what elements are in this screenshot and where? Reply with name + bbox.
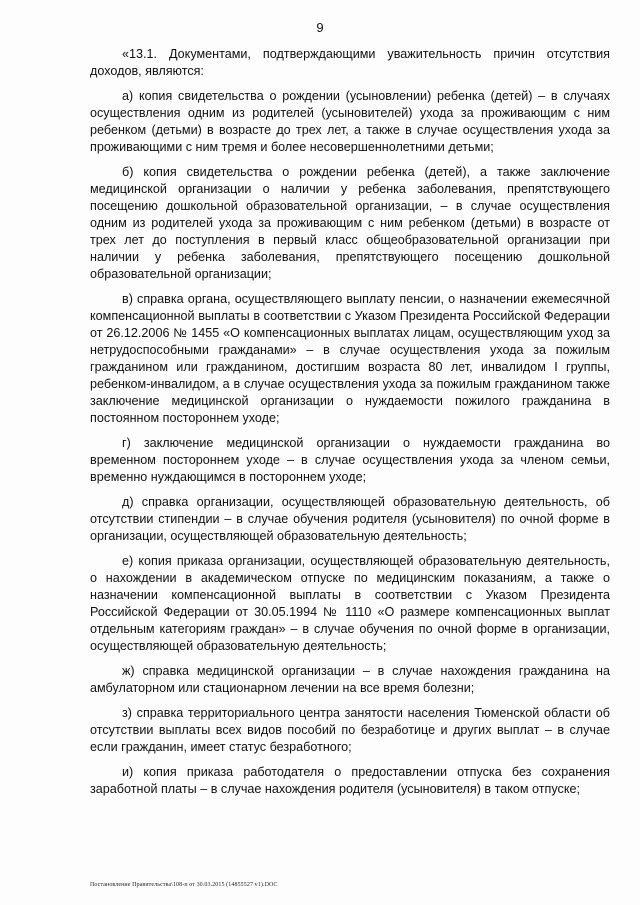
paragraph-item-b: б) копия свидетельства о рождении ребенка (детей), а также заключение медицинской организации о наличии у ребенка заболевания, препятствующего посещению дошкольной образовательной организации, – в случае осуществления одним из родителей ухода за проживающим с ним ребенком (детьми) в возрасте от трех лет до поступления в первый класс общеобразовательной организации при наличии у ребенка заболевания, препятствующего посещению дошкольной образовательной организации; (90, 165, 610, 281)
document-footer: Постановление Правительства\108-п от 30.03.2015 (14855527 v1).DOC (90, 882, 278, 888)
paragraph-item-e: е) копия приказа организации, осуществляющей образовательную деятельность, о нахождении в академическом отпуске по медицинским показаниям, а также о назначении компенсационной выплаты в соответствии с Указом Президента Российской Федерации от 30.05.1994 № 1110 «О размере компенсационных выплат отдельным категориям граждан» – в случае обучения по очной форме в организации, осуществляющей образовательную деятельность; (90, 554, 610, 653)
paragraph-13-1: «13.1. Документами, подтверждающими уважительность причин отсутствия доходов, являются: (90, 47, 610, 78)
paragraph-item-i: и) копия приказа работодателя о предоставлении отпуска без сохранения заработной платы – в случае нахождения родителя (усыновителя) в таком отпуске; (90, 765, 610, 796)
paragraph-item-z: з) справка территориального центра занятости населения Тюменской области об отсутствии выплаты всех видов пособий по безработице и других выплат – в случае если гражданин, имеет статус безработного; (90, 706, 610, 754)
paragraph-item-zh: ж) справка медицинской организации – в случае нахождения гражданина на амбулаторном или стационарном лечении на все время болезни; (90, 664, 610, 695)
paragraph-item-g: г) заключение медицинской организации о нуждаемости гражданина во временном постороннем уходе – в случае осуществления ухода за членом семьи, временно нуждающимся в постороннем уходе; (90, 436, 610, 484)
page-number: 9 (316, 20, 324, 35)
paragraph-item-a: а) копия свидетельства о рождении (усыновлении) ребенка (детей) – в случаях осуществления одним из родителей (усыновителей) ухода за проживающим с ним ребенком (детьми) в возрасте до трех лет, а также в случае осуществления ухода за проживающими с ним тремя и более несовершеннолетними детьми; (90, 89, 610, 154)
document-body (90, 46, 610, 806)
paragraph-item-v: в) справка органа, осуществляющего выплату пенсии, о назначении ежемесячной компенсационной выплаты в соответствии с Указом Президента Российской Федерации от 26.12.2006 № 1455 «О компенсационных выплатах лицам, осуществляющим уход за нетрудоспособными гражданами» – в случае осуществления ухода за пожилым гражданином или гражданином, достигшим возраста 80 лет, инвалидом I группы, ребенком-инвалидом, а в случае осуществления ухода за пожилым гражданином также заключение медицинской организации о нуждаемости пожилого гражданина в постоянном постороннем уходе; (90, 292, 610, 425)
paragraph-item-d: д) справка организации, осуществляющей образовательную деятельность, об отсутствии стипендии – в случае обучения родителя (усыновителя) по очной форме в организации, осуществляющей образовательную деятельность; (90, 495, 610, 543)
